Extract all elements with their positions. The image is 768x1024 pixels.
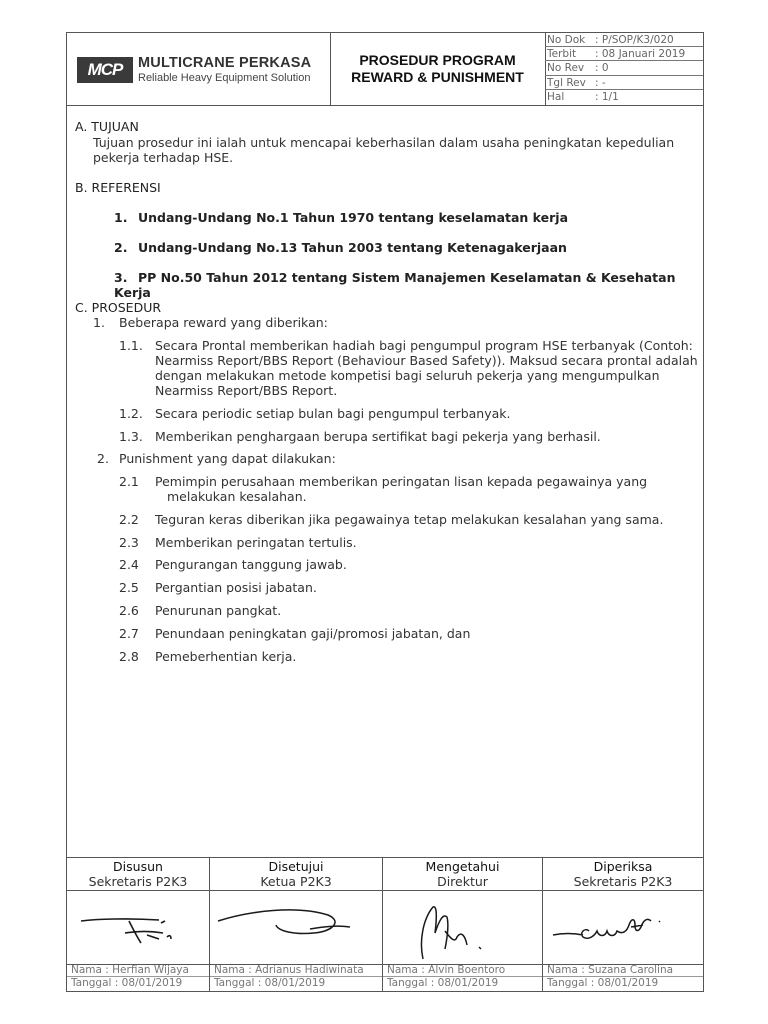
approval-tanggal: Tanggal : 08/01/2019 [214,977,326,989]
punishment-item-number: 2.1 [119,474,139,489]
approval-role: Diperiksa [593,859,653,874]
signature-alvin [383,891,542,965]
reward-item-line: dengan melakukan metode kompetisi bagi seluruh pekerja yang mengumpulkan [155,368,660,383]
punishment-item-number: 2.3 [119,535,139,550]
reward-item-line: Nearmiss Report/BBS Report. [155,383,338,398]
meta-row-no-dok: No Dok : P/SOP/K3/020 [545,33,703,47]
section-heading-tujuan: A. TUJUAN [75,119,139,134]
company-logo [67,33,331,105]
reward-title: Beberapa reward yang diberikan: [119,315,328,330]
company-tagline: Reliable Heavy Equipment Solution [138,72,311,84]
punishment-item-number: 2.7 [119,626,139,641]
approval-nama: Nama : Herfian Wijaya [71,964,189,976]
approval-column-diperiksa [543,858,703,992]
reward-item-line: Memberikan penghargaan berupa sertifikat bagi pekerja yang berhasil. [155,429,601,444]
document-frame [66,32,704,992]
reward-item-number: 1.1. [119,338,143,353]
approval-role: Mengetahui [425,859,500,874]
approval-nama: Nama : Adrianus Hadiwinata [214,964,364,976]
signature-adrianus [210,891,382,965]
referensi-item: 3. PP No.50 Tahun 2012 tentang Sistem Manajemen Keselamatan & Kesehatan Kerja [114,270,676,300]
meta-row-terbit: Terbit : 08 Januari 2019 [545,47,703,61]
punishment-item-line: Pergantian posisi jabatan. [155,580,317,595]
title-line-2: REWARD & PUNISHMENT [351,69,524,85]
approval-position: Direktur [437,874,488,889]
approval-nama: Nama : Suzana Carolina [547,964,674,976]
punishment-item-line: Memberikan peringatan tertulis. [155,535,357,550]
signature-suzana [543,891,703,965]
meta-row-hal: Hal : 1/1 [547,90,619,103]
punishment-number: 2. [97,451,109,466]
document-header [67,33,703,106]
punishment-item-line: Pemeberhentian kerja. [155,649,297,664]
punishment-item-line: Penurunan pangkat. [155,603,282,618]
document-body [67,105,703,857]
reward-item-number: 1.3. [119,429,143,444]
reward-item-number: 1.2. [119,406,143,421]
punishment-item-line: Teguran keras diberikan jika pegawainya tetap melakukan kesalahan yang sama. [155,512,664,527]
title-line-1: PROSEDUR PROGRAM [359,52,516,68]
referensi-item: 1. Undang-Undang No.1 Tahun 1970 tentang keselamatan kerja [114,210,568,225]
reward-item-line: Secara periodic setiap bulan bagi pengumpul terbanyak. [155,406,511,421]
punishment-item-number: 2.5 [119,580,139,595]
punishment-item-line: Pengurangan tanggung jawab. [155,557,347,572]
approval-role: Disusun [113,859,163,874]
section-heading-referensi: B. REFERENSI [75,180,161,195]
meta-row-tgl-rev: Tgl Rev : - [545,76,703,90]
approval-column-disusun [67,858,210,992]
reward-item-line: Nearmiss Report/BBS Report (Behaviour Based Safety)). Maksud secara prontal adalah [155,353,698,368]
document-title [330,33,546,105]
punishment-title: Punishment yang dapat dilakukan: [119,451,336,466]
punishment-item-number: 2.4 [119,557,139,572]
approval-nama: Nama : Alvin Boentoro [387,964,506,976]
punishment-item-line: Penundaan peningkatan gaji/promosi jabatan, dan [155,626,471,641]
logo-mark: MCP [77,57,133,83]
meta-row-no-rev: No Rev : 0 [545,61,703,75]
approval-tanggal: Tanggal : 08/01/2019 [387,977,499,989]
document-meta-table [545,33,703,105]
section-heading-prosedur: C. PROSEDUR [75,300,162,315]
signature-herfian [67,891,209,965]
approval-column-mengetahui [383,858,543,992]
punishment-item-number: 2.8 [119,649,139,664]
tujuan-line-1: Tujuan prosedur ini ialah untuk mencapai keberhasilan dalam usaha peningkatan kepedulian [93,135,675,150]
punishment-item-line: Pemimpin perusahaan memberikan peringatan lisan kepada pegawainya yang [155,474,648,489]
punishment-item-number: 2.2 [119,512,139,527]
approval-position: Ketua P2K3 [260,874,332,889]
punishment-item-number: 2.6 [119,603,139,618]
reward-number: 1. [93,315,105,330]
punishment-item-line: melakukan kesalahan. [167,489,307,504]
approval-tanggal: Tanggal : 08/01/2019 [71,977,183,989]
referensi-item: 2. Undang-Undang No.13 Tahun 2003 tentang Ketenagakerjaan [114,240,567,255]
approval-position: Sekretaris P2K3 [88,874,188,889]
approval-role: Disetujui [268,859,324,874]
company-name: MULTICRANE PERKASA [138,55,312,71]
approval-tanggal: Tanggal : 08/01/2019 [547,977,659,989]
approval-column-disetujui [210,858,383,992]
tujuan-line-2: pekerja terhadap HSE. [93,150,234,165]
approval-position: Sekretaris P2K3 [573,874,673,889]
reward-item-line: Secara Prontal memberikan hadiah bagi pengumpul program HSE terbanyak (Contoh: [155,338,693,353]
approval-table [67,857,703,992]
